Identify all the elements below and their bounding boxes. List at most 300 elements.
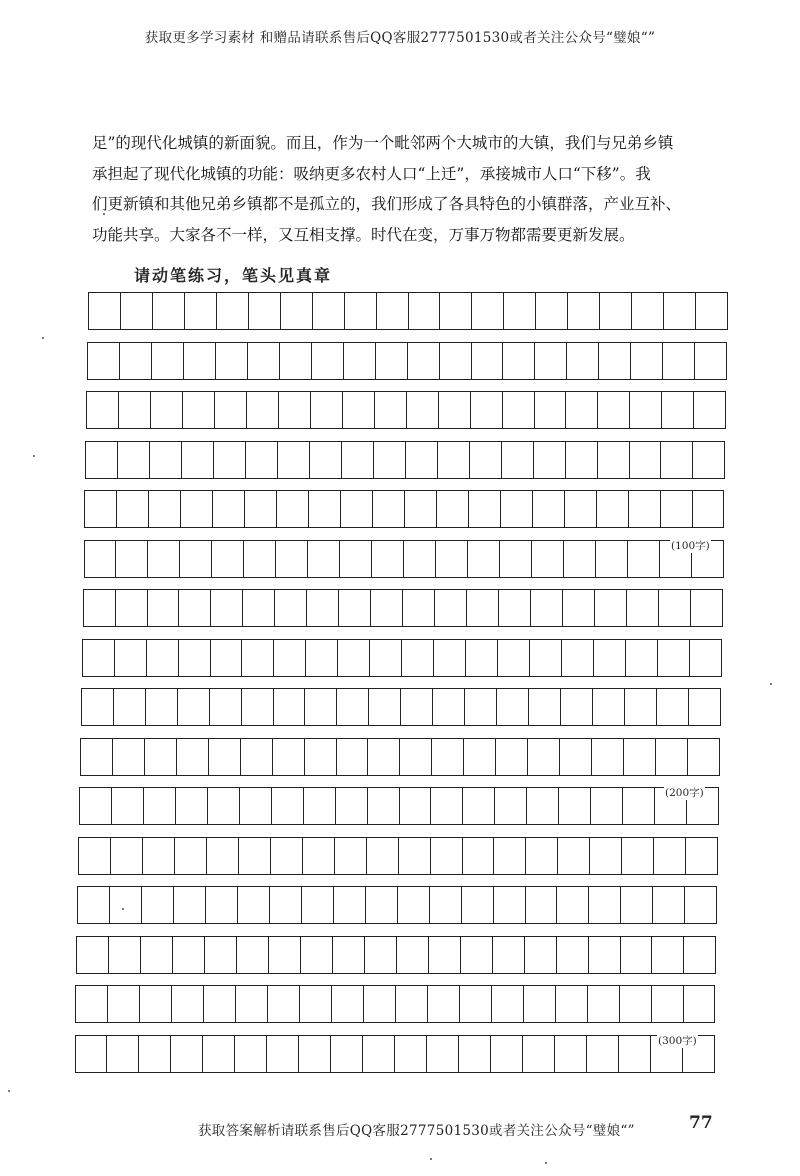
grid-cell[interactable]	[397, 937, 429, 973]
grid-cell[interactable]	[504, 293, 536, 329]
grid-cell[interactable]	[331, 1036, 363, 1072]
grid-cell[interactable]	[114, 689, 146, 725]
grid-cell[interactable]	[469, 491, 501, 527]
grid-cell[interactable]	[589, 937, 621, 973]
grid-cell[interactable]	[664, 293, 696, 329]
grid-cell[interactable]	[270, 887, 302, 923]
grid-cell[interactable]	[309, 491, 341, 527]
grid-cell[interactable]	[629, 491, 661, 527]
grid-cell[interactable]	[598, 392, 630, 428]
grid-cell[interactable]	[589, 887, 621, 923]
grid-cell[interactable]	[185, 293, 217, 329]
grid-cell[interactable]	[555, 1036, 587, 1072]
grid-cell[interactable]	[117, 491, 149, 527]
grid-cell[interactable]	[502, 442, 534, 478]
grid-cell[interactable]	[139, 1036, 171, 1072]
grid-cell[interactable]	[376, 343, 408, 379]
grid-cell[interactable]	[141, 937, 173, 973]
grid-cell[interactable]	[534, 442, 566, 478]
grid-cell[interactable]	[594, 640, 626, 676]
grid-cell[interactable]	[536, 293, 568, 329]
grid-cell[interactable]	[597, 491, 629, 527]
grid-cell[interactable]	[560, 739, 592, 775]
grid-cell[interactable]	[588, 986, 620, 1022]
grid-cell[interactable]	[402, 640, 434, 676]
grid-cell[interactable]	[661, 442, 693, 478]
grid-cell[interactable]	[464, 739, 496, 775]
grid-cell[interactable]	[566, 442, 598, 478]
grid-cell[interactable]	[621, 937, 653, 973]
grid-cell[interactable]	[207, 838, 239, 874]
grid-cell[interactable]	[274, 640, 306, 676]
grid-cell[interactable]	[465, 689, 497, 725]
grid-cell[interactable]	[407, 392, 439, 428]
grid-cell[interactable]	[81, 739, 113, 775]
grid-cell[interactable]	[271, 838, 303, 874]
grid-cell[interactable]	[557, 937, 589, 973]
grid-cell[interactable]	[241, 739, 273, 775]
grid-cell[interactable]	[468, 541, 500, 577]
grid-cell[interactable]	[206, 887, 238, 923]
grid-cell[interactable]	[500, 541, 532, 577]
grid-cell[interactable]	[405, 491, 437, 527]
grid-cell[interactable]	[333, 937, 365, 973]
grid-cell[interactable]	[620, 986, 652, 1022]
grid-cell[interactable]	[147, 640, 179, 676]
grid-cell[interactable]	[303, 838, 335, 874]
grid-cell[interactable]	[563, 590, 595, 626]
grid-cell[interactable]	[472, 293, 504, 329]
grid-cell[interactable]	[208, 788, 240, 824]
grid-cell[interactable]	[113, 739, 145, 775]
grid-cell[interactable]	[462, 887, 494, 923]
grid-cell[interactable]	[116, 590, 148, 626]
grid-cell[interactable]	[272, 788, 304, 824]
grid-cell[interactable]	[86, 442, 118, 478]
grid-cell[interactable]	[302, 887, 334, 923]
grid-cell[interactable]	[461, 937, 493, 973]
grid-cell[interactable]	[246, 442, 278, 478]
grid-cell[interactable]	[80, 788, 112, 824]
grid-cell[interactable]	[181, 491, 213, 527]
grid-cell[interactable]	[120, 343, 152, 379]
grid-cell[interactable]	[248, 343, 280, 379]
grid-cell[interactable]	[280, 343, 312, 379]
grid-cell[interactable]	[621, 887, 653, 923]
grid-cell[interactable]	[599, 343, 631, 379]
grid-cell[interactable]	[82, 689, 114, 725]
grid-cell[interactable]	[696, 293, 727, 329]
grid-cell[interactable]	[596, 541, 628, 577]
grid-cell[interactable]	[371, 590, 403, 626]
grid-cell[interactable]	[337, 739, 369, 775]
grid-cell[interactable]	[183, 392, 215, 428]
grid-cell[interactable]	[628, 541, 660, 577]
grid-cell[interactable]	[662, 392, 694, 428]
grid-cell[interactable]	[652, 937, 684, 973]
grid-cell[interactable]	[561, 689, 593, 725]
grid-cell[interactable]	[345, 293, 377, 329]
grid-cell[interactable]	[274, 689, 306, 725]
grid-cell[interactable]	[532, 541, 564, 577]
grid-cell[interactable]	[278, 442, 310, 478]
grid-cell[interactable]	[431, 838, 463, 874]
grid-cell[interactable]	[688, 739, 719, 775]
grid-cell[interactable]	[684, 937, 715, 973]
grid-cell[interactable]	[277, 491, 309, 527]
grid-cell[interactable]	[340, 541, 372, 577]
grid-cell[interactable]	[559, 788, 591, 824]
grid-cell[interactable]	[459, 1036, 491, 1072]
grid-cell[interactable]	[598, 442, 630, 478]
grid-cell[interactable]	[108, 986, 140, 1022]
grid-cell[interactable]	[119, 392, 151, 428]
grid-cell[interactable]	[568, 293, 600, 329]
grid-cell[interactable]	[175, 838, 207, 874]
grid-cell[interactable]	[143, 838, 175, 874]
grid-cell[interactable]	[211, 640, 243, 676]
grid-cell[interactable]	[467, 590, 499, 626]
grid-cell[interactable]	[592, 739, 624, 775]
grid-cell[interactable]	[463, 838, 495, 874]
grid-cell[interactable]	[556, 986, 588, 1022]
grid-cell[interactable]	[406, 442, 438, 478]
grid-cell[interactable]	[470, 442, 502, 478]
grid-cell[interactable]	[118, 442, 150, 478]
grid-cell[interactable]	[216, 343, 248, 379]
grid-cell[interactable]	[150, 442, 182, 478]
grid-cell[interactable]	[341, 491, 373, 527]
grid-cell[interactable]	[112, 788, 144, 824]
grid-cell[interactable]	[439, 392, 471, 428]
grid-cell[interactable]	[395, 1036, 427, 1072]
grid-cell[interactable]	[528, 739, 560, 775]
grid-cell[interactable]	[625, 689, 657, 725]
grid-cell[interactable]	[304, 788, 336, 824]
grid-cell[interactable]	[110, 887, 142, 923]
grid-cell[interactable]	[177, 739, 209, 775]
grid-cell[interactable]	[373, 491, 405, 527]
grid-cell[interactable]	[631, 343, 663, 379]
grid-cell[interactable]	[527, 788, 559, 824]
grid-cell[interactable]	[87, 392, 119, 428]
grid-cell[interactable]	[306, 640, 338, 676]
grid-cell[interactable]	[145, 739, 177, 775]
grid-cell[interactable]	[434, 640, 466, 676]
grid-cell[interactable]	[498, 640, 530, 676]
grid-cell[interactable]	[632, 293, 664, 329]
grid-cell[interactable]	[501, 491, 533, 527]
grid-cell[interactable]	[463, 788, 495, 824]
grid-cell[interactable]	[399, 838, 431, 874]
grid-cell[interactable]	[557, 887, 589, 923]
grid-cell[interactable]	[437, 491, 469, 527]
grid-cell[interactable]	[558, 838, 590, 874]
grid-cell[interactable]	[567, 343, 599, 379]
grid-cell[interactable]	[180, 541, 212, 577]
grid-cell[interactable]	[149, 491, 181, 527]
grid-cell[interactable]	[366, 887, 398, 923]
grid-cell[interactable]	[429, 937, 461, 973]
grid-cell[interactable]	[148, 541, 180, 577]
grid-cell[interactable]	[535, 343, 567, 379]
grid-cell[interactable]	[236, 986, 268, 1022]
grid-cell[interactable]	[215, 392, 247, 428]
grid-cell[interactable]	[693, 491, 724, 527]
grid-cell[interactable]	[630, 392, 662, 428]
grid-cell[interactable]	[276, 541, 308, 577]
grid-cell[interactable]	[533, 491, 565, 527]
grid-cell[interactable]	[279, 392, 311, 428]
grid-cell[interactable]	[690, 640, 721, 676]
grid-cell[interactable]	[235, 1036, 267, 1072]
grid-cell[interactable]	[267, 1036, 299, 1072]
grid-cell[interactable]	[433, 689, 465, 725]
grid-cell[interactable]	[600, 293, 632, 329]
grid-cell[interactable]	[587, 1036, 619, 1072]
grid-cell[interactable]	[525, 937, 557, 973]
grid-cell[interactable]	[693, 442, 724, 478]
grid-cell[interactable]	[562, 640, 594, 676]
grid-cell[interactable]	[83, 640, 115, 676]
grid-cell[interactable]	[343, 392, 375, 428]
grid-cell[interactable]	[89, 293, 121, 329]
grid-cell[interactable]	[466, 640, 498, 676]
grid-cell[interactable]	[307, 590, 339, 626]
grid-cell[interactable]	[310, 442, 342, 478]
grid-cell[interactable]	[212, 541, 244, 577]
grid-cell[interactable]	[432, 739, 464, 775]
grid-cell[interactable]	[659, 590, 691, 626]
grid-cell[interactable]	[152, 343, 184, 379]
grid-cell[interactable]	[342, 442, 374, 478]
grid-cell[interactable]	[591, 788, 623, 824]
grid-cell[interactable]	[78, 887, 110, 923]
grid-cell[interactable]	[249, 293, 281, 329]
grid-cell[interactable]	[338, 640, 370, 676]
grid-cell[interactable]	[116, 541, 148, 577]
grid-cell[interactable]	[398, 887, 430, 923]
grid-cell[interactable]	[495, 788, 527, 824]
grid-cell[interactable]	[440, 293, 472, 329]
grid-cell[interactable]	[239, 838, 271, 874]
grid-cell[interactable]	[243, 590, 275, 626]
grid-cell[interactable]	[121, 293, 153, 329]
grid-cell[interactable]	[140, 986, 172, 1022]
grid-cell[interactable]	[435, 590, 467, 626]
grid-cell[interactable]	[172, 986, 204, 1022]
grid-cell[interactable]	[657, 689, 689, 725]
grid-cell[interactable]	[305, 739, 337, 775]
grid-cell[interactable]	[428, 986, 460, 1022]
grid-cell[interactable]	[427, 1036, 459, 1072]
grid-cell[interactable]	[430, 887, 462, 923]
grid-cell[interactable]	[654, 838, 686, 874]
grid-cell[interactable]	[115, 640, 147, 676]
grid-cell[interactable]	[365, 937, 397, 973]
grid-cell[interactable]	[300, 986, 332, 1022]
grid-cell[interactable]	[624, 739, 656, 775]
grid-cell[interactable]	[178, 689, 210, 725]
grid-cell[interactable]	[148, 590, 180, 626]
grid-cell[interactable]	[179, 640, 211, 676]
grid-cell[interactable]	[460, 986, 492, 1022]
grid-cell[interactable]	[109, 937, 141, 973]
grid-cell[interactable]	[174, 887, 206, 923]
grid-cell[interactable]	[626, 640, 658, 676]
grid-cell[interactable]	[623, 788, 655, 824]
grid-cell[interactable]	[408, 343, 440, 379]
grid-cell[interactable]	[619, 1036, 651, 1072]
grid-cell[interactable]	[242, 689, 274, 725]
grid-cell[interactable]	[400, 788, 432, 824]
grid-cell[interactable]	[368, 788, 400, 824]
grid-cell[interactable]	[374, 442, 406, 478]
grid-cell[interactable]	[205, 937, 237, 973]
grid-cell[interactable]	[76, 986, 108, 1022]
grid-cell[interactable]	[217, 293, 249, 329]
grid-cell[interactable]	[77, 937, 109, 973]
grid-cell[interactable]	[339, 590, 371, 626]
grid-cell[interactable]	[652, 986, 684, 1022]
grid-cell[interactable]	[171, 1036, 203, 1072]
grid-cell[interactable]	[491, 1036, 523, 1072]
grid-cell[interactable]	[85, 491, 117, 527]
grid-cell[interactable]	[76, 1036, 108, 1072]
grid-cell[interactable]	[396, 986, 428, 1022]
grid-cell[interactable]	[153, 293, 185, 329]
grid-cell[interactable]	[337, 689, 369, 725]
grid-cell[interactable]	[146, 689, 178, 725]
grid-cell[interactable]	[409, 293, 441, 329]
grid-cell[interactable]	[685, 887, 716, 923]
grid-cell[interactable]	[211, 590, 243, 626]
grid-cell[interactable]	[313, 293, 345, 329]
grid-cell[interactable]	[173, 937, 205, 973]
grid-cell[interactable]	[245, 491, 277, 527]
grid-cell[interactable]	[299, 1036, 331, 1072]
grid-cell[interactable]	[472, 343, 504, 379]
grid-cell[interactable]	[151, 392, 183, 428]
grid-cell[interactable]	[663, 343, 695, 379]
grid-cell[interactable]	[440, 343, 472, 379]
grid-cell[interactable]	[308, 541, 340, 577]
grid-cell[interactable]	[368, 739, 400, 775]
grid-cell[interactable]	[364, 986, 396, 1022]
grid-cell[interactable]	[499, 590, 531, 626]
grid-cell[interactable]	[404, 541, 436, 577]
grid-cell[interactable]	[237, 937, 269, 973]
grid-cell[interactable]	[370, 640, 402, 676]
grid-cell[interactable]	[213, 491, 245, 527]
grid-cell[interactable]	[497, 689, 529, 725]
grid-cell[interactable]	[403, 590, 435, 626]
grid-cell[interactable]	[535, 392, 567, 428]
grid-cell[interactable]	[401, 689, 433, 725]
grid-cell[interactable]	[179, 590, 211, 626]
grid-cell[interactable]	[494, 887, 526, 923]
grid-cell[interactable]	[336, 788, 368, 824]
grid-cell[interactable]	[334, 887, 366, 923]
grid-cell[interactable]	[494, 838, 526, 874]
grid-cell[interactable]	[184, 343, 216, 379]
grid-cell[interactable]	[210, 689, 242, 725]
grid-cell[interactable]	[566, 392, 598, 428]
grid-cell[interactable]	[107, 1036, 139, 1072]
grid-cell[interactable]	[269, 937, 301, 973]
grid-cell[interactable]	[242, 640, 274, 676]
grid-cell[interactable]	[436, 541, 468, 577]
grid-cell[interactable]	[214, 442, 246, 478]
grid-cell[interactable]	[79, 838, 111, 874]
grid-cell[interactable]	[695, 343, 726, 379]
grid-cell[interactable]	[691, 590, 722, 626]
grid-cell[interactable]	[369, 689, 401, 725]
grid-cell[interactable]	[694, 392, 725, 428]
grid-cell[interactable]	[176, 788, 208, 824]
grid-cell[interactable]	[273, 739, 305, 775]
grid-cell[interactable]	[438, 442, 470, 478]
grid-cell[interactable]	[312, 343, 344, 379]
grid-cell[interactable]	[238, 887, 270, 923]
grid-cell[interactable]	[281, 293, 313, 329]
grid-cell[interactable]	[565, 491, 597, 527]
grid-cell[interactable]	[144, 788, 176, 824]
grid-cell[interactable]	[492, 986, 524, 1022]
grid-cell[interactable]	[204, 986, 236, 1022]
grid-cell[interactable]	[275, 590, 307, 626]
grid-cell[interactable]	[301, 937, 333, 973]
grid-cell[interactable]	[431, 788, 463, 824]
grid-cell[interactable]	[684, 986, 715, 1022]
grid-cell[interactable]	[111, 838, 143, 874]
grid-cell[interactable]	[332, 986, 364, 1022]
grid-cell[interactable]	[203, 1036, 235, 1072]
grid-cell[interactable]	[209, 739, 241, 775]
grid-cell[interactable]	[661, 491, 693, 527]
grid-cell[interactable]	[240, 788, 272, 824]
grid-cell[interactable]	[496, 739, 528, 775]
grid-cell[interactable]	[526, 838, 558, 874]
grid-cell[interactable]	[530, 640, 562, 676]
grid-cell[interactable]	[564, 541, 596, 577]
grid-cell[interactable]	[88, 343, 120, 379]
grid-cell[interactable]	[244, 541, 276, 577]
grid-cell[interactable]	[590, 838, 622, 874]
grid-cell[interactable]	[529, 689, 561, 725]
grid-cell[interactable]	[344, 343, 376, 379]
grid-cell[interactable]	[372, 541, 404, 577]
grid-cell[interactable]	[658, 640, 690, 676]
grid-cell[interactable]	[653, 887, 685, 923]
grid-cell[interactable]	[142, 887, 174, 923]
grid-cell[interactable]	[367, 838, 399, 874]
grid-cell[interactable]	[526, 887, 558, 923]
grid-cell[interactable]	[268, 986, 300, 1022]
grid-cell[interactable]	[85, 541, 117, 577]
grid-cell[interactable]	[593, 689, 625, 725]
grid-cell[interactable]	[493, 937, 525, 973]
grid-cell[interactable]	[595, 590, 627, 626]
grid-cell[interactable]	[523, 1036, 555, 1072]
grid-cell[interactable]	[627, 590, 659, 626]
grid-cell[interactable]	[524, 986, 556, 1022]
grid-cell[interactable]	[377, 293, 409, 329]
grid-cell[interactable]	[656, 739, 688, 775]
grid-cell[interactable]	[531, 590, 563, 626]
grid-cell[interactable]	[630, 442, 662, 478]
grid-cell[interactable]	[689, 689, 720, 725]
